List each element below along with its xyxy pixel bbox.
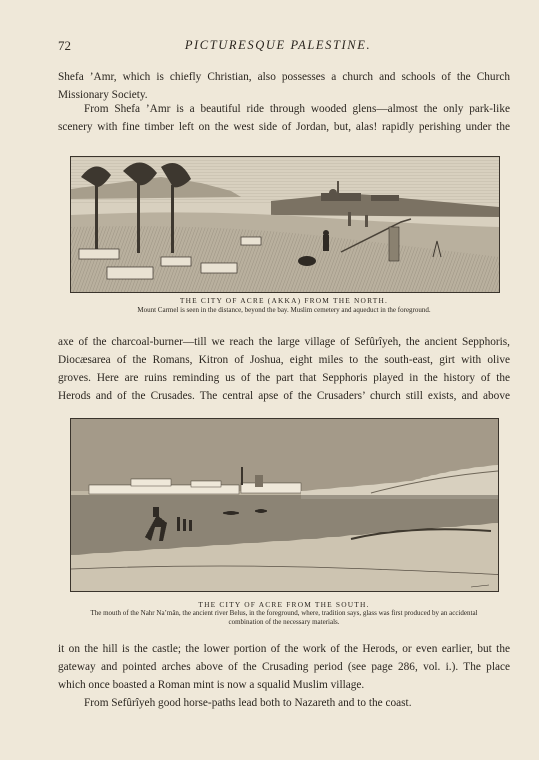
caption-line: combination of the necessary materials. <box>228 618 340 626</box>
caption-line: The mouth of the Nahr Na’mân, the ancient river Belus, in the foreground, where, tradition says, glass was first produced by an accidental <box>90 609 478 617</box>
engraving-acre-north-illustration <box>71 157 499 292</box>
engraving-acre-south-illustration <box>71 419 498 591</box>
paragraph-shefa-amr <box>58 68 510 104</box>
text-line: which once boasted a Roman mint is now a squalid Muslim village. <box>58 679 365 691</box>
text-line: From Sefûrîyeh good horse-paths lead both to Nazareth and to the coast. <box>84 697 412 709</box>
text-line: Herods and of the Crusades. The central apse of the Crusaders’ church still exists, and above <box>58 390 510 402</box>
text-line: scenery with fine timber left on the west side of Jordan, but, alas! rapidly perishing under the <box>58 121 510 133</box>
paragraph-castle <box>58 640 510 694</box>
engraving-acre-from-north <box>70 156 500 293</box>
paragraph-sefuriyeh <box>58 333 510 405</box>
text-line: gateway and pointed arches above of the Crusading period (see page 286, vol. i.). The place <box>58 661 510 673</box>
page-number: 72 <box>58 38 71 53</box>
plate2-title: THE CITY OF ACRE FROM THE SOUTH. <box>198 600 370 609</box>
paragraph-horse-paths <box>58 694 510 712</box>
plate2-caption <box>58 609 510 627</box>
plate1-title: THE CITY OF ACRE (AKKA) FROM THE NORTH. <box>179 296 389 305</box>
plate1-caption: Mount Carmel is seen in the distance, beyond the bay. Muslim cemetery and aqueduct in the foreground. <box>137 306 431 314</box>
page-header <box>58 38 498 54</box>
text-line: it on the hill is the castle; the lower portion of the work of the Herods, or even earlier, but the <box>58 643 510 655</box>
text-line: Diocæsarea of the Romans, Kitron of Joshua, eight miles to the south-east, girt with olive <box>58 354 510 366</box>
text-line: Missionary Society. <box>58 89 148 101</box>
text-line: axe of the charcoal-burner—till we reach the large village of Sefûrîyeh, the ancient Sepphoris, <box>58 336 510 348</box>
engraving-acre-from-south <box>70 418 499 592</box>
text-line: groves. Here are ruins reminding us of the part that Sepphoris played in the history of the <box>58 372 510 384</box>
text-line: From Shefa ’Amr is a beautiful ride through wooded glens—almost the only park-like <box>84 103 510 115</box>
paragraph-ride <box>58 100 510 136</box>
text-line: Shefa ’Amr, which is chiefly Christian, also possesses a church and schools of the Church <box>58 71 510 83</box>
running-title: PICTURESQUE PALESTINE. <box>184 38 372 52</box>
